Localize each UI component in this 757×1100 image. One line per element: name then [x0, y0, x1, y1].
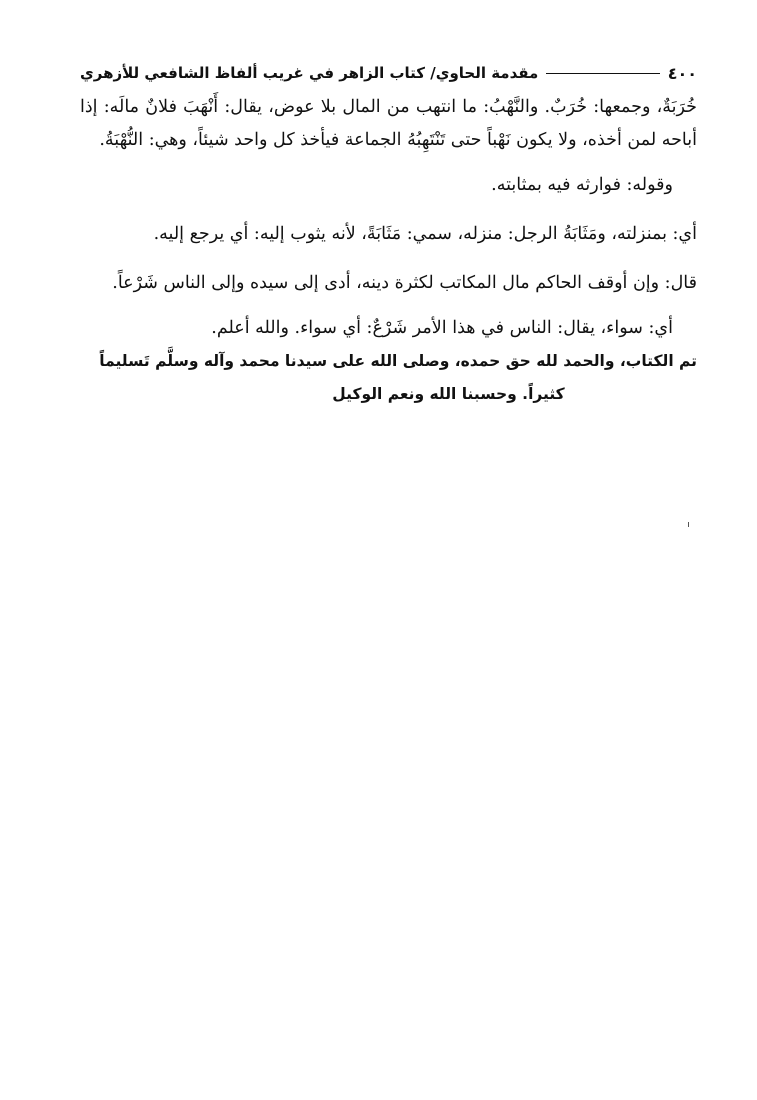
paragraph-nahb: خُرَبَةٌ، وجمعها: خُرَبٌ. والنَّهْبُ: ما انتهب من المال بلا عوض، يقال: أَنْهَبَ فلانٌ مالَه: إذا أباحه لمن أخذه، ولا يكون نَهْباً حتى تَنْتَهِبُهُ الجماعة فيأخذ كل واحد شيئاً، وهي: النُّهْبَةُ.	[80, 97, 697, 150]
paragraph-quote-mukatab: قال: وإن أوقف الحاكم مال المكاتب لكثرة دينه، أدى إلى سيده وإلى الناس شَرْعاً.	[112, 273, 697, 293]
book-page	[80, 55, 697, 411]
paragraph-shar-explanation: أي: سواء، يقال: الناس في هذا الأمر شَرْعٌ: أي سواء. والله أعلم.	[211, 318, 673, 338]
paragraph-mathaba-explanation: أي: بمنزلته، ومَثَابَةُ الرجل: منزله، سمي: مَثَابَةً، لأنه يثوب إليه: أي يرجع إليه.	[153, 224, 697, 244]
colophon	[80, 345, 697, 411]
header-rule	[546, 73, 659, 74]
page-header	[80, 55, 697, 91]
scan-speck	[688, 522, 689, 527]
running-title: مقدمة الحاوي/ كتاب الزاهر في غريب ألفاظ الشافعي للأزهري	[80, 64, 539, 82]
colophon-line-1: تم الكتاب، والحمد لله حق حمده، وصلى الله على سيدنا محمد وآله وسلَّم تَسليماً	[99, 352, 697, 370]
page-number: ٤٠٠	[667, 63, 697, 83]
paragraph-quote-mathaba: وقوله: فوارثه فيه بمثابته.	[491, 175, 673, 195]
page-body	[80, 91, 697, 411]
colophon-line-2: كثيراً. وحسبنا الله ونعم الوكيل	[332, 385, 565, 403]
